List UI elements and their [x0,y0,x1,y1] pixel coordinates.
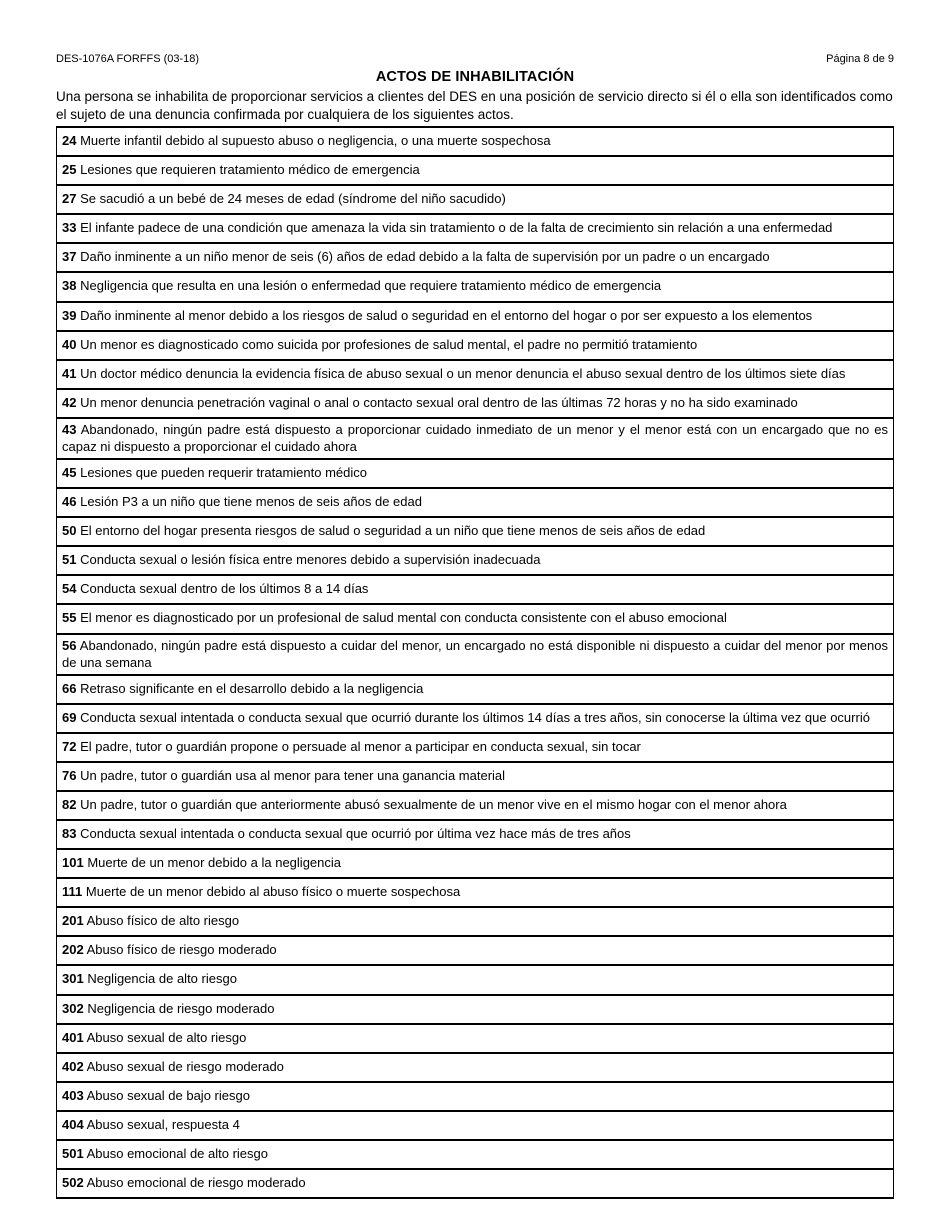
act-description: Negligencia de riesgo moderado [87,1000,275,1016]
act-row [57,186,893,215]
act-row [57,518,893,547]
act-row [57,390,893,419]
act-description: Negligencia que resulta en una lesión o enfermedad que requiere tratamiento médico de emergencia [80,278,662,294]
act-description: Un menor denuncia penetración vaginal o anal o contacto sexual oral dentro de las últimas 72 horas y no ha sido examinado [80,394,798,410]
act-description: Abuso sexual de riesgo moderado [86,1058,284,1074]
intro-paragraph: Una persona se inhabilita de proporcionar servicios a clientes del DES en una posición de servicio directo si él o ella son identificados como el sujeto de una denuncia confirmada por cualquiera de los siguientes actos. [56,89,893,122]
act-row [57,157,893,186]
act-row [57,332,893,361]
act-description: Un doctor médico denuncia la evidencia física de abuso sexual o un menor denuncia el abuso sexual dentro de los últimos siete días [80,365,846,381]
act-code: 101 [62,855,84,871]
act-description: Lesiones que pueden requerir tratamiento médico [80,464,367,480]
act-code: 27 [62,191,77,207]
act-code: 83 [62,825,77,841]
act-code: 50 [62,523,77,539]
act-row [57,128,893,157]
act-code: 38 [62,278,77,294]
act-code: 45 [62,464,77,480]
act-description: Abuso físico de alto riesgo [86,913,240,929]
act-code: 40 [62,336,77,352]
act-row [57,850,893,879]
act-description: Un padre, tutor o guardián que anteriormente abusó sexualmente de un menor vive en el mismo hogar con el menor ahora [80,796,787,812]
act-description: Abuso emocional de alto riesgo [86,1146,268,1161]
act-row [57,734,893,763]
act-code: 54 [62,581,77,597]
act-code: 82 [62,796,77,812]
form-code: DES-1076A FORFFS (03-18) [56,53,200,65]
act-row [57,996,893,1025]
act-code: 41 [62,365,77,381]
act-code: 403 [62,1087,84,1103]
act-code: 33 [62,220,77,236]
act-description: Abandonado, ningún padre está dispuesto a cuidar del menor, un encargado no está disponible ni dispuesto a cuidar del menor por menos de una semana [62,637,888,670]
act-row [57,879,893,908]
act-description: Daño inminente al menor debido a los riesgos de salud o seguridad en el entorno del hogar o por ser expuesto a los elementos [80,307,813,323]
act-description: El padre, tutor o guardián propone o persuade al menor a participar en conducta sexual, sin tocar [80,738,641,754]
act-row [57,966,893,995]
act-description: El menor es diagnosticado por un profesional de salud mental con conducta consistente con el abuso emocional [80,610,727,626]
act-description: Se sacudió a un bebé de 24 meses de edad (síndrome del niño sacudido) [80,191,506,207]
act-description: Abuso emocional de riesgo moderado [86,1175,306,1191]
act-code: 25 [62,162,77,178]
act-row [57,763,893,792]
act-row [57,419,893,460]
act-row [57,1083,893,1112]
act-code: 302 [62,1000,84,1016]
act-description: Lesiones que requieren tratamiento médico de emergencia [80,162,420,178]
act-row [57,303,893,332]
act-description: Conducta sexual intentada o conducta sexual que ocurrió por última vez hace más de tres años [80,825,631,841]
act-description: Un menor es diagnosticado como suicida por profesiones de salud mental, el padre no permitió tratamiento [80,336,698,352]
act-row [57,460,893,489]
act-row [57,705,893,734]
act-code: 69 [62,709,77,725]
act-description: Abuso sexual de alto riesgo [86,1029,247,1045]
act-code: 43 [62,421,77,437]
act-row [57,547,893,576]
act-description: Daño inminente a un niño menor de seis (6) años de edad debido a la falta de supervisión por un padre o un encargado [80,249,770,265]
act-description: Conducta sexual dentro de los últimos 8 a 14 días [80,581,369,597]
act-code: 111 [62,884,83,900]
act-row [57,576,893,605]
act-code: 76 [62,767,77,783]
act-description: Conducta sexual o lesión física entre menores debido a supervisión inadecuada [80,552,541,568]
act-code: 502 [62,1175,84,1191]
act-row [57,1170,893,1199]
act-description: Conducta sexual intentada o conducta sexual que ocurrió durante los últimos 14 días a tres años, sin conocerse la última vez que ocurrió [80,709,870,725]
act-row [57,1025,893,1054]
act-row [57,244,893,273]
act-description: Abuso sexual, respuesta 4 [86,1116,240,1132]
act-row [57,937,893,966]
act-code: 46 [62,494,77,510]
act-code: 201 [62,913,84,929]
page-number: Página 8 de 9 [826,53,894,65]
page-title: ACTOS DE INHABILITACIÓN [375,69,575,85]
act-description: Abuso físico de riesgo moderado [86,942,277,958]
act-row [57,215,893,244]
act-code: 24 [62,133,77,148]
act-code: 39 [62,307,77,323]
act-description: Retraso significante en el desarrollo debido a la negligencia [80,680,424,696]
act-code: 51 [62,552,77,568]
act-code: 202 [62,942,84,958]
act-code: 37 [62,249,77,265]
act-row [57,273,893,302]
act-description: Negligencia de alto riesgo [87,971,237,987]
act-code: 301 [62,971,84,987]
act-description: El infante padece de una condición que amenaza la vida sin tratamiento o de la falta de crecimiento sin relación a una enfermedad [80,220,833,236]
act-row [57,635,893,676]
act-code: 42 [62,394,77,410]
act-description: El entorno del hogar presenta riesgos de salud o seguridad a un niño que tiene menos de seis años de edad [80,523,706,539]
act-code: 72 [62,738,77,754]
act-description: Muerte de un menor debido al abuso físico o muerte sospechosa [85,884,461,900]
act-code: 501 [62,1146,84,1161]
act-row [57,821,893,850]
act-code: 56 [62,637,77,653]
act-code: 55 [62,610,77,626]
act-code: 66 [62,680,77,696]
act-description: Un padre, tutor o guardián usa al menor para tener una ganancia material [80,767,506,783]
act-description: Muerte de un menor debido a la negligencia [87,855,341,871]
act-description: Lesión P3 a un niño que tiene menos de seis años de edad [80,494,422,510]
act-row [57,1112,893,1141]
act-description: Abuso sexual de bajo riesgo [86,1087,250,1103]
act-row [57,908,893,937]
act-code: 404 [62,1116,84,1132]
act-code: 401 [62,1029,84,1045]
act-row [57,489,893,518]
act-row [57,605,893,634]
page-header [56,53,894,67]
act-row [57,676,893,705]
act-row [57,792,893,821]
act-row [57,361,893,390]
act-row [57,1141,893,1170]
act-code: 402 [62,1058,84,1074]
act-row [57,1054,893,1083]
act-description: Abandonado, ningún padre está dispuesto a proporcionar cuidado inmediato de un menor y el menor está con un encargado que no es capaz ni dispuesto a proporcionar el cuidado ahora [62,421,888,454]
act-description: Muerte infantil debido al supuesto abuso o negligencia, o una muerte sospechosa [80,133,551,148]
acts-table [56,126,894,1199]
